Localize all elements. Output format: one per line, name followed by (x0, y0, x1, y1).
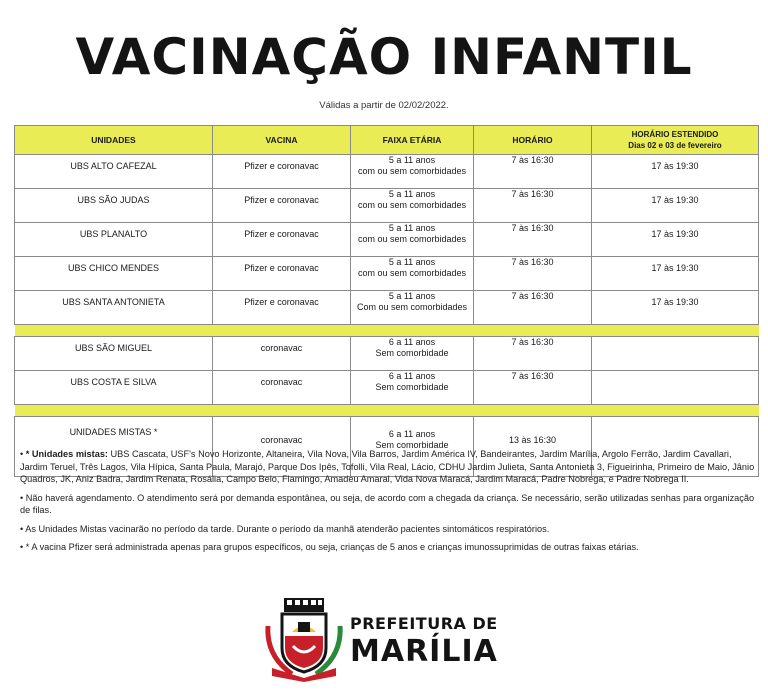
cell-age (351, 371, 474, 405)
cell-unit: UBS COSTA E SILVA (15, 371, 213, 405)
cell-hours: 7 às 16:30 (474, 155, 592, 189)
cell-extended-hours: 17 às 19:30 (592, 291, 759, 325)
cell-age-range: 6 a 11 anos (388, 429, 436, 439)
cell-age-condition: Sem comorbidade (375, 348, 449, 358)
table-row (15, 371, 759, 405)
cell-hours: 7 às 16:30 (474, 291, 592, 325)
col-header-vacina: VACINA (213, 126, 351, 155)
col-header-horario: HORÁRIO (474, 126, 592, 155)
cell-vaccine: Pfizer e coronavac (213, 155, 351, 189)
col-header-faixa-etaria: FAIXA ETÁRIA (351, 126, 474, 155)
prefeitura-logo (262, 596, 522, 682)
cell-hours: 7 às 16:30 (474, 223, 592, 257)
cell-unit: UBS SÃO MIGUEL (15, 337, 213, 371)
vaccination-table (14, 125, 759, 477)
cell-extended-hours: 17 às 19:30 (592, 223, 759, 257)
cell-vaccine: Pfizer e coronavac (213, 257, 351, 291)
cell-hours: 7 às 16:30 (474, 371, 592, 405)
note-mixed-units-label: * Unidades mistas: (25, 449, 108, 459)
cell-age-range: 5 a 11 anos (388, 291, 436, 301)
cell-vaccine: Pfizer e coronavac (213, 189, 351, 223)
col-header-horario-estendido (592, 126, 759, 155)
group-separator (15, 405, 759, 417)
cell-unit: UBS PLANALTO (15, 223, 213, 257)
cell-age-range: 6 a 11 anos (388, 371, 436, 381)
note-afternoon-text: As Unidades Mistas vacinarão no período da tarde. Durante o período da manhã atenderão pacientes sintomáticos respiratórios. (25, 523, 550, 534)
logo-line2: MARÍLIA (350, 634, 498, 669)
note-mixed-units-text: UBS Cascata, USF's Novo Horizonte, Altaneira, Vila Nova, Vila Barros, Jardim América IV, Bandeirantes, Jardim Marília, Argolo Ferrão, Jardim Cavallari, Jardim Teruel, Três Lagos, Vila Hípica, Santa Paula, Marajó, Parque Dos Ipês, Tofolli, Vila Real, Lácio, CDHU Jardim Julieta, Santa Antonieta 3, Figueirinha, Primeiro de Maio, Jânio Quadros, JK, Aniz Badra, Jardim Renata, Rosália, Campo Belo, Flamingo, Amadeu Amaral, Vida Nova Maracá, Jardim Maracá, Padre Nobrega, e Padre Nobrega II. (20, 449, 755, 484)
note-no-scheduling: • Não haverá agendamento. O atendimento será por demanda espontânea, ou seja, de acordo com a chegada da criança. Se necessário, serão utilizadas senhas para organização de filas. (20, 492, 755, 515)
cell-age-range: 6 a 11 anos (388, 337, 436, 347)
cell-hours: 7 às 16:30 (474, 337, 592, 371)
cell-age-range: 5 a 11 anos (388, 189, 436, 199)
cell-age-condition: Sem comorbidade (375, 382, 449, 392)
cell-age (351, 223, 474, 257)
cell-age-range: 5 a 11 anos (388, 223, 436, 233)
cell-vaccine: coronavac (213, 371, 351, 405)
note-mixed-units: • * Unidades mistas: UBS Cascata, USF's Novo Horizonte, Altaneira, Vila Nova, Vila Barros, Jardim América IV, Bandeirantes, Jardim Marília, Argolo Ferrão, Jardim Cavallari, Jardim Teruel, Três Lagos, Vila Hípica, Santa Paula, Marajó, Parque Dos Ipês, Tofolli, Vila Real, Lácio, CDHU Jardim Julieta, Santa Antonieta 3, Figueirinha, Primeiro de Maio, Jânio Quadros, JK, Aniz Badra, Jardim Renata, Rosália, Campo Belo, Flamingo, Amadeu Amaral, Vida Nova Maracá, Jardim Maracá, Padre Nobrega, e Padre Nobrega II. (20, 449, 755, 484)
cell-unit: UBS CHICO MENDES (15, 257, 213, 291)
cell-unit: UNIDADES MISTAS * (15, 417, 213, 477)
col-header-unidades: UNIDADES (15, 126, 213, 155)
table-header-row (15, 126, 759, 155)
cell-age-condition: com ou sem comorbidades (357, 234, 467, 244)
cell-unit: UBS ALTO CAFEZAL (15, 155, 213, 189)
notes-section (20, 448, 760, 560)
cell-age-condition: Com ou sem comorbidades (356, 302, 468, 312)
cell-hours: 13 às 16:30 (474, 417, 592, 477)
cell-vaccine: coronavac (213, 337, 351, 371)
cell-age-range: 5 a 11 anos (388, 257, 436, 267)
table-row (15, 337, 759, 371)
group-separator (15, 325, 759, 337)
cell-age (351, 189, 474, 223)
note-pfizer: • * A vacina Pfizer será administrada apenas para grupos específicos, ou seja, crianças de 5 anos e crianças imunossuprimidas de outras faixas etárias. (20, 542, 639, 552)
cell-age (351, 155, 474, 189)
note-no-scheduling-text: Não haverá agendamento. O atendimento será por demanda espontânea, ou seja, de acordo com a chegada da criança. Se necessário, serão utilizadas senhas para organização de filas. (20, 492, 755, 515)
logo-line1: PREFEITURA DE (350, 614, 498, 633)
cell-extended-hours (592, 371, 759, 405)
cell-extended-hours (592, 337, 759, 371)
table-row (15, 291, 759, 325)
cell-unit: UBS SANTA ANTONIETA (15, 291, 213, 325)
cell-unit: UBS SÃO JUDAS (15, 189, 213, 223)
table-row (15, 223, 759, 257)
city-crest-icon (262, 596, 346, 682)
cell-extended-hours: 17 às 19:30 (592, 155, 759, 189)
cell-vaccine: coronavac (213, 417, 351, 477)
cell-age (351, 257, 474, 291)
cell-age-condition: com ou sem comorbidades (357, 268, 467, 278)
cell-age-condition: com ou sem comorbidades (357, 200, 467, 210)
cell-age-condition: com ou sem comorbidades (357, 166, 467, 176)
cell-age-range: 5 a 11 anos (388, 155, 436, 165)
cell-age (351, 337, 474, 371)
cell-hours: 7 às 16:30 (474, 257, 592, 291)
cell-vaccine: Pfizer e coronavac (213, 223, 351, 257)
cell-hours: 7 às 16:30 (474, 189, 592, 223)
col-header-horario-estendido-dates: Dias 02 e 03 de fevereiro (628, 141, 722, 150)
page-title: VACINAÇÃO INFANTIL (75, 28, 693, 86)
table-row (15, 189, 759, 223)
cell-age (351, 291, 474, 325)
table-row (15, 257, 759, 291)
col-header-horario-estendido-title: HORÁRIO ESTENDIDO (631, 130, 719, 139)
validity-subtitle: Válidas a partir de 02/02/2022. (319, 100, 449, 111)
cell-age-condition: Sem comorbidade (375, 440, 449, 450)
table-row (15, 155, 759, 189)
note-pfizer-text: * A vacina Pfizer será administrada apenas para grupos específicos, ou seja, crianças de 5 anos e crianças imunossuprimidas de outras faixas etárias. (25, 542, 639, 552)
note-afternoon: • As Unidades Mistas vacinarão no período da tarde. Durante o período da manhã atenderão pacientes sintomáticos respiratórios. (20, 523, 550, 534)
cell-extended-hours: 17 às 19:30 (592, 257, 759, 291)
cell-extended-hours: 17 às 19:30 (592, 189, 759, 223)
cell-vaccine: Pfizer e coronavac (213, 291, 351, 325)
